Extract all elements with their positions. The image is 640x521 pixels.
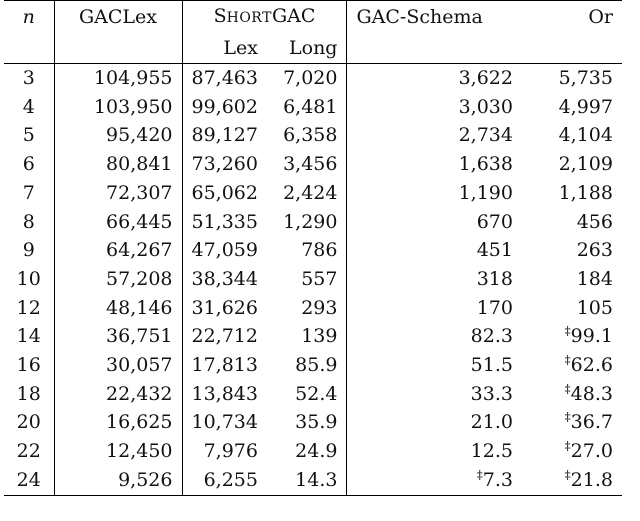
cell-n-value: 4	[22, 95, 35, 118]
cell-or-value: 62.6	[570, 354, 613, 377]
cell-gacschema	[347, 208, 522, 237]
cell-long	[267, 236, 347, 265]
cell-lex	[182, 93, 267, 122]
cell-long	[267, 64, 347, 93]
cell-gaclex	[54, 294, 182, 323]
cell-n-value: 9	[22, 239, 35, 262]
double-dagger-mark: ‡	[564, 467, 571, 482]
cell-long	[267, 121, 347, 150]
cell-or-value: 184	[576, 267, 613, 290]
col-header-gacschema: GAC-Schema	[347, 1, 522, 34]
cell-n-value: 20	[16, 411, 41, 434]
cell-n	[4, 236, 54, 265]
cell-gacschema	[347, 322, 522, 351]
cell-n	[4, 150, 54, 179]
cell-or-value: 4,997	[558, 95, 613, 118]
cell-long-value: 557	[301, 267, 338, 290]
cell-lex-value: 17,813	[191, 354, 258, 377]
cell-lex-value: 22,712	[191, 325, 258, 348]
cell-long	[267, 322, 347, 351]
cell-or	[522, 208, 622, 237]
shortgac-initial: S	[213, 5, 227, 27]
cell-long-value: 14.3	[295, 468, 338, 491]
cell-or-value: 4,104	[558, 124, 613, 147]
cell-gacschema-value: 670	[476, 210, 513, 233]
cell-or-value: 48.3	[570, 382, 613, 405]
cell-gacschema-value: 3,622	[458, 67, 513, 89]
header-empty-or	[522, 33, 622, 64]
cell-n	[4, 466, 54, 495]
cell-long-value: 7,020	[283, 67, 338, 89]
cell-n-value: 10	[16, 267, 41, 290]
cell-n-value: 3	[22, 67, 35, 89]
cell-or-value: 1,188	[558, 181, 613, 204]
cell-lex	[182, 64, 267, 93]
cell-lex	[182, 466, 267, 495]
cell-lex	[182, 208, 267, 237]
cell-lex	[182, 121, 267, 150]
cell-long-value: 293	[301, 296, 338, 319]
cell-gaclex	[54, 93, 182, 122]
cell-or-value: 456	[576, 210, 613, 233]
cell-n-value: 12	[16, 296, 41, 319]
cell-or-value: 27.0	[570, 440, 613, 463]
cell-long-value: 786	[301, 239, 338, 262]
cell-gacschema-value: 7.3	[482, 468, 513, 491]
cell-long	[267, 380, 347, 409]
cell-or	[522, 93, 622, 122]
col-header-shortgac	[182, 1, 347, 34]
cell-gacschema-value: 170	[476, 296, 513, 319]
cell-gacschema-value: 12.5	[470, 440, 513, 463]
header-empty-n	[4, 33, 54, 64]
double-dagger-mark: ‡	[564, 324, 571, 339]
cell-n-value: 24	[16, 468, 41, 491]
cell-gaclex-value: 16,625	[106, 411, 173, 434]
col-header-lex: Lex	[182, 33, 267, 64]
table-row	[4, 150, 622, 179]
cell-or-value: 99.1	[570, 325, 613, 348]
cell-gaclex	[54, 64, 182, 93]
cell-gacschema	[347, 236, 522, 265]
cell-gacschema-value: 1,190	[458, 181, 513, 204]
cell-or	[522, 64, 622, 93]
cell-gacschema	[347, 64, 522, 93]
cell-gaclex-value: 48,146	[106, 296, 173, 319]
cell-gaclex-value: 95,420	[106, 124, 173, 147]
cell-lex-value: 51,335	[191, 210, 258, 233]
double-dagger-mark: ‡	[564, 439, 571, 454]
cell-lex-value: 99,602	[191, 95, 258, 118]
cell-lex	[182, 380, 267, 409]
cell-lex-value: 31,626	[191, 296, 258, 319]
cell-gaclex	[54, 322, 182, 351]
cell-or-value: 5,735	[558, 67, 613, 89]
cell-long	[267, 437, 347, 466]
cell-long	[267, 466, 347, 495]
cell-or-value: 21.8	[570, 468, 613, 491]
cell-gaclex	[54, 408, 182, 437]
cell-gaclex	[54, 236, 182, 265]
cell-lex-value: 47,059	[191, 239, 258, 262]
cell-gacschema-value: 318	[476, 267, 513, 290]
shortgac-smallcaps: HORT	[226, 10, 272, 26]
table-row	[4, 179, 622, 208]
table-row	[4, 121, 622, 150]
cell-gacschema-value: 33.3	[470, 382, 513, 405]
cell-or	[522, 466, 622, 495]
cell-lex	[182, 236, 267, 265]
cell-gacschema-value: 1,638	[458, 153, 513, 176]
cell-n	[4, 408, 54, 437]
cell-gacschema	[347, 294, 522, 323]
cell-n-value: 5	[22, 124, 35, 147]
cell-or	[522, 121, 622, 150]
cell-gaclex	[54, 179, 182, 208]
cell-or	[522, 322, 622, 351]
cell-lex	[182, 179, 267, 208]
shortgac-suffix: GAC	[271, 5, 316, 27]
cell-n-value: 18	[16, 382, 41, 405]
cell-gaclex-value: 103,950	[93, 95, 173, 118]
cell-or	[522, 179, 622, 208]
cell-n	[4, 294, 54, 323]
cell-or	[522, 294, 622, 323]
table-row	[4, 408, 622, 437]
cell-long-value: 6,358	[283, 124, 338, 147]
cell-lex	[182, 437, 267, 466]
double-dagger-mark: ‡	[564, 410, 571, 425]
double-dagger-mark: ‡	[564, 381, 571, 396]
cell-n-value: 8	[22, 210, 35, 233]
table-row	[4, 64, 622, 93]
cell-lex-value: 6,255	[203, 468, 258, 491]
cell-n	[4, 64, 54, 93]
cell-gacschema-value: 2,734	[458, 124, 513, 147]
cell-or-value: 263	[576, 239, 613, 262]
cell-or	[522, 380, 622, 409]
cell-lex	[182, 322, 267, 351]
cell-n	[4, 437, 54, 466]
cell-lex-value: 38,344	[191, 267, 258, 290]
cell-gacschema-value: 82.3	[470, 325, 513, 348]
cell-gaclex-value: 66,445	[106, 210, 173, 233]
table-body	[4, 64, 622, 496]
double-dagger-mark: ‡	[476, 467, 483, 482]
cell-long-value: 1,290	[283, 210, 338, 233]
cell-gacschema	[347, 93, 522, 122]
cell-gaclex	[54, 121, 182, 150]
cell-gacschema-value: 451	[476, 239, 513, 262]
col-header-n: n	[4, 1, 54, 34]
cell-or	[522, 437, 622, 466]
cell-long	[267, 208, 347, 237]
cell-lex-value: 65,062	[191, 181, 258, 204]
cell-gacschema	[347, 466, 522, 495]
cell-gaclex	[54, 437, 182, 466]
cell-or-value: 36.7	[570, 411, 613, 434]
cell-lex	[182, 150, 267, 179]
cell-long	[267, 150, 347, 179]
cell-gaclex	[54, 380, 182, 409]
cell-long-value: 2,424	[283, 181, 338, 204]
cell-long-value: 52.4	[295, 382, 338, 405]
cell-n	[4, 322, 54, 351]
header-row-primary	[4, 1, 622, 34]
cell-lex-value: 89,127	[191, 124, 258, 147]
cell-gacschema-value: 21.0	[470, 411, 513, 434]
cell-long	[267, 408, 347, 437]
cell-n	[4, 265, 54, 294]
cell-n-value: 14	[16, 325, 41, 348]
cell-lex	[182, 294, 267, 323]
cell-gacschema	[347, 265, 522, 294]
cell-gaclex-value: 12,450	[106, 440, 173, 463]
cell-lex	[182, 351, 267, 380]
cell-gaclex-value: 22,432	[106, 382, 173, 405]
cell-lex-value: 13,843	[191, 382, 258, 405]
cell-gaclex-value: 30,057	[106, 354, 173, 377]
cell-n	[4, 351, 54, 380]
cell-lex	[182, 265, 267, 294]
cell-or	[522, 408, 622, 437]
table-row	[4, 466, 622, 495]
cell-gaclex-value: 36,751	[106, 325, 173, 348]
cell-lex-value: 87,463	[191, 67, 258, 89]
cell-lex-value: 7,976	[203, 440, 258, 463]
table-row	[4, 351, 622, 380]
col-header-or: Or	[522, 1, 622, 34]
cell-or	[522, 265, 622, 294]
cell-lex	[182, 408, 267, 437]
cell-gaclex	[54, 466, 182, 495]
cell-n	[4, 208, 54, 237]
cell-long-value: 139	[301, 325, 338, 348]
cell-gaclex-value: 72,307	[106, 181, 173, 204]
header-empty-gaclex	[54, 33, 182, 64]
table-row	[4, 265, 622, 294]
cell-n-value: 7	[22, 181, 35, 204]
cell-gacschema	[347, 150, 522, 179]
cell-gaclex-value: 9,526	[118, 468, 173, 491]
col-header-long: Long	[289, 37, 338, 59]
header-row-secondary	[4, 33, 622, 64]
cell-gaclex-value: 57,208	[106, 267, 173, 290]
cell-long-value: 24.9	[295, 440, 338, 463]
col-header-gaclex: GACLex	[54, 1, 182, 34]
cell-gacschema-value: 3,030	[458, 95, 513, 118]
cell-gaclex	[54, 351, 182, 380]
table-row	[4, 236, 622, 265]
cell-gacschema	[347, 408, 522, 437]
cell-long-value: 6,481	[283, 95, 338, 118]
cell-n	[4, 380, 54, 409]
cell-gaclex-value: 104,955	[93, 67, 173, 89]
cell-long-value: 35.9	[295, 411, 338, 434]
table-row	[4, 93, 622, 122]
cell-n	[4, 93, 54, 122]
results-table	[4, 0, 622, 496]
cell-gacschema	[347, 351, 522, 380]
cell-n-value: 6	[22, 153, 35, 176]
cell-gacschema	[347, 380, 522, 409]
cell-or	[522, 351, 622, 380]
cell-lex-value: 10,734	[191, 411, 258, 434]
cell-n	[4, 121, 54, 150]
cell-or-value: 2,109	[558, 153, 613, 176]
cell-gaclex	[54, 150, 182, 179]
cell-or-value: 105	[576, 296, 613, 319]
cell-long	[267, 294, 347, 323]
cell-gaclex	[54, 265, 182, 294]
cell-n-value: 22	[16, 440, 41, 463]
cell-gacschema	[347, 121, 522, 150]
cell-long	[267, 351, 347, 380]
double-dagger-mark: ‡	[564, 353, 571, 368]
cell-long-value: 3,456	[283, 153, 338, 176]
cell-lex-value: 73,260	[191, 153, 258, 176]
cell-long	[267, 179, 347, 208]
cell-long	[267, 93, 347, 122]
table-row	[4, 322, 622, 351]
cell-gacschema-value: 51.5	[470, 354, 513, 377]
table-row	[4, 294, 622, 323]
cell-or	[522, 150, 622, 179]
cell-gaclex-value: 80,841	[106, 153, 173, 176]
table-row	[4, 437, 622, 466]
cell-long	[267, 265, 347, 294]
header-empty-schema	[347, 33, 522, 64]
cell-gaclex	[54, 208, 182, 237]
cell-gacschema	[347, 437, 522, 466]
cell-n	[4, 179, 54, 208]
cell-long-value: 85.9	[295, 354, 338, 377]
cell-or	[522, 236, 622, 265]
cell-n-value: 16	[16, 354, 41, 377]
cell-gacschema	[347, 179, 522, 208]
table-row	[4, 208, 622, 237]
cell-gaclex-value: 64,267	[106, 239, 173, 262]
table-row	[4, 380, 622, 409]
